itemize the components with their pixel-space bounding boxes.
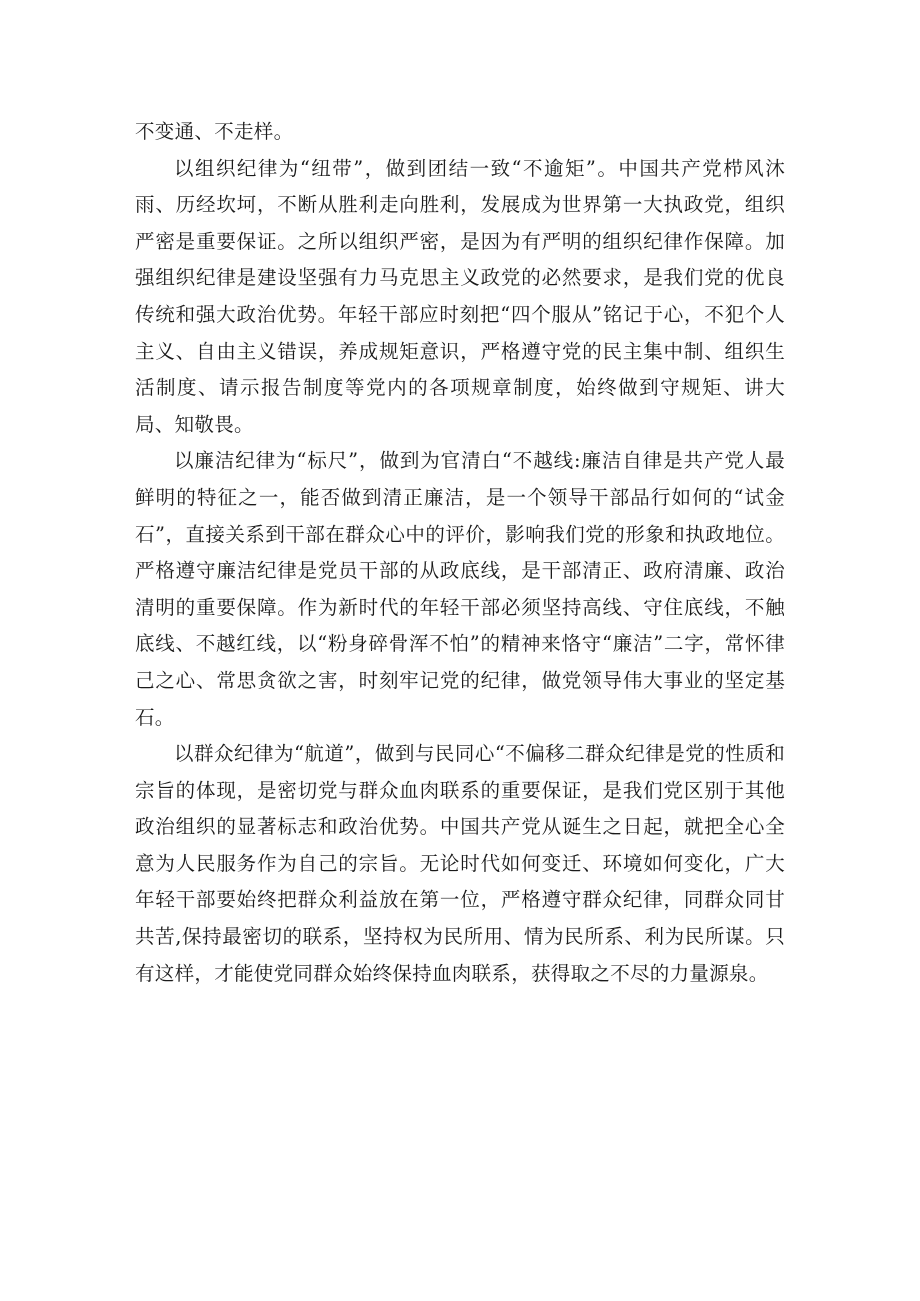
- paragraph-integrity-discipline: 以廉洁纪律为“标尺”，做到为官清白“不越线:廉洁自律是共产党人最鲜明的特征之一，能否做到清正廉洁，是一个领导干部品行如何的“试金石”，直接关系到干部在群众心中的评价，影响我们党的形象和执政地位。严格遵守廉洁纪律是党员干部的从政底线，是干部清正、政府清廉、政治清明的重要保障。作为新时代的年轻干部必须坚持高线、守住底线，不触底线、不越红线，以“粉身碎骨浑不怕”的精神来恪守“廉洁”二字，常怀律己之心、常思贪欲之害，时刻牢记党的纪律，做党领导伟大事业的坚定基石。: [135, 449, 785, 729]
- document-body: [135, 114, 785, 992]
- paragraph-mass-discipline: 以群众纪律为“航道”，做到与民同心“不偏移二群众纪律是党的性质和宗旨的体现，是密切党与群众血肉联系的重要保证，是我们党区别于其他政治组织的显著标志和政治优势。中国共产党从诞生之日起，就把全心全意为人民服务作为自己的宗旨。无论时代如何变迁、环境如何变化，广大年轻干部要始终把群众利益放在第一位，严格遵守群众纪律，同群众同甘共苦,保持最密切的联系，坚持权为民所用、情为民所系、利为民所谋。只有这样，才能使党同群众始终保持血肉联系，获得取之不尽的力量源泉。: [135, 742, 785, 985]
- paragraph-continuation: 不变通、不走样。: [135, 120, 294, 143]
- paragraph-organizational-discipline: 以组织纪律为“纽带”，做到团结一致“不逾矩”。中国共产党栉风沐雨、历经坎坷，不断从胜利走向胜利，发展成为世界第一大执政党，组织严密是重要保证。之所以组织严密，是因为有严明的组织纪律作保障。加强组织纪律是建设坚强有力马克思主义政党的必然要求，是我们党的优良传统和强大政治优势。年轻干部应时刻把“四个服从”铭记于心，不犯个人主义、自由主义错误，养成规矩意识，严格遵守党的民主集中制、组织生活制度、请示报告制度等党内的各项规章制度，始终做到守规矩、讲大局、知敬畏。: [135, 156, 785, 436]
